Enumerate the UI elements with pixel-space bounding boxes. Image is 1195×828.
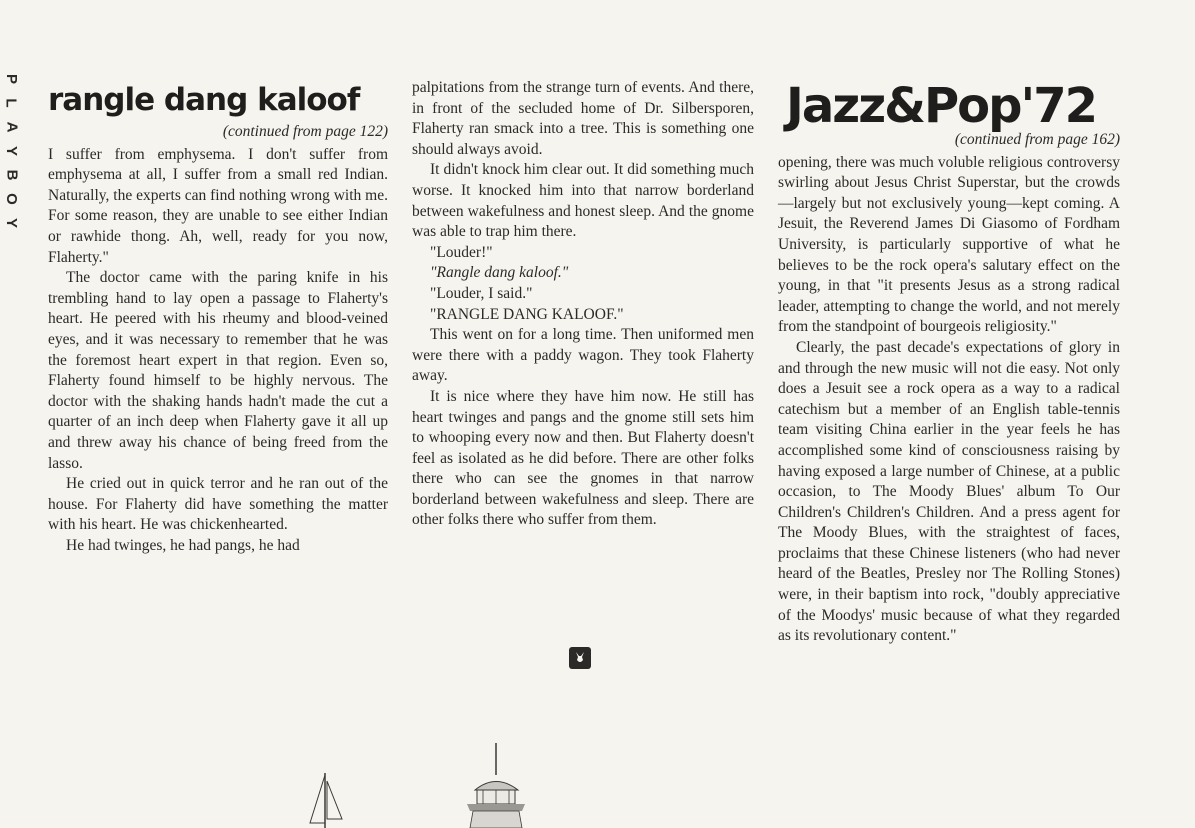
sidebar-letter: Y: [2, 217, 20, 229]
article1-paragraph: I suffer from emphysema. I don't suffer from emphysema at all, I suffer from a small red Indian. Naturally, the experts can find nothing wrong with me. For some reason, they are unable to see either Indian or rawhide thong. Ah, well, ready for you now, Flaherty.": [48, 145, 388, 266]
end-mark-icon: [569, 647, 591, 669]
sidebar-letter: P: [2, 73, 20, 85]
article2-paragraph: opening, there was much voluble religious controversy swirling about Jesus Christ Superstar, but the crowds—largely but not exclusively young—kept coming. A Jesuit, the Reverend James Di Giasomo of Fordham University, is particularly supportive of what he believes to be the rock opera's salutary effect on the young, in that "it presents Jesus as a strong radical leader, attempting to change the world, and not merely from the standpoint of bourgeois religiosity.": [778, 153, 1120, 336]
sidebar-letter: A: [3, 121, 20, 133]
article2-paragraph: Clearly, the past decade's expectations of glory in and through the new music will not die easy. Not only does a Jesuit see a rock opera as a way to a radical catechism but a member of an English table-tennis team visiting China earlier in the year feels he has accomplished some kind of consciousness raising by having exposed a large number of Chinese, at a public occasion, to The Moody Blues' album To Our Children's Children's Children. And a press agent for The Moody Blues, with the straightest of faces, proclaims that these Chinese listeners (who had never heard of the Beatles, Presley nor The Rolling Stones) were, in their baptism into rock, "doubly appreciative of the Moodys' music because of what they regarded as its revolutionary content.": [778, 338, 1120, 645]
article1-dialogue: "Louder, I said.": [430, 284, 533, 302]
magazine-name-vertical: [0, 70, 22, 232]
article1-paragraph: This went on for a long time. Then uniformed men were there with a paddy wagon. They took Flaherty away.: [412, 326, 754, 385]
article1-paragraph: The doctor came with the paring knife in his trembling hand to lay open a passage to Flaherty's heart. He peered with his rheumy and blood-veined eyes, and it was necessary to remember that he was the foremost heart expert in that region. Even so, Flaherty found himself to be highly nervous. The doctor with the shaking hands hadn't made the cut a quarter of an inch deep when Flaherty gave it all up and threw away his chance of being freed from the lasso.: [48, 269, 388, 472]
article1-column2: [412, 78, 754, 531]
article1-column1: [48, 84, 388, 556]
article1-paragraph: It didn't knock him clear out. It did something much worse. It knocked him into that narrow borderland between wakefulness and honest sleep. And the gnome was able to trap him there.: [412, 161, 754, 241]
article1-continued-note: (continued from page 122): [222, 123, 388, 140]
article1-title: rangle dang kaloof: [48, 82, 360, 118]
article1-paragraph: He cried out in quick terror and he ran out of the house. For Flaherty did have something the matter with his heart. He was chickenhearted.: [48, 475, 388, 534]
article1-dialogue: "Rangle dang kaloof.": [430, 264, 569, 282]
article2-continued-note: (continued from page 162): [954, 131, 1120, 148]
sidebar-letter: B: [3, 169, 20, 181]
lighthouse-sailboat-illustration: [270, 735, 590, 828]
article1-paragraph: palpitations from the strange turn of events. And there, in front of the secluded home of Dr. Silbersporen, Flaherty ran smack into a tree. This is something one should always avoid.: [412, 79, 754, 158]
sidebar-letter: L: [2, 98, 20, 108]
article1-dialogue: "Louder!": [430, 243, 493, 261]
sidebar-letter: Y: [2, 145, 20, 157]
sidebar-letter: O: [2, 193, 20, 205]
article1-paragraph: He had twinges, he had pangs, he had: [66, 536, 300, 554]
article1-dialogue: "RANGLE DANG KALOOF.": [430, 305, 624, 323]
article1-paragraph: It is nice where they have him now. He still has heart twinges and pangs and the gnome still sets him to whooping every now and then. But Flaherty doesn't feel as isolated as he did before. There are other folks there who can see the gnomes in that narrow borderland between wakefulness and sleep. There are other folks there who suffer from them.: [412, 387, 754, 529]
article2-column: [778, 78, 1120, 647]
article2-title: Jazz&Pop'72: [786, 78, 1096, 134]
